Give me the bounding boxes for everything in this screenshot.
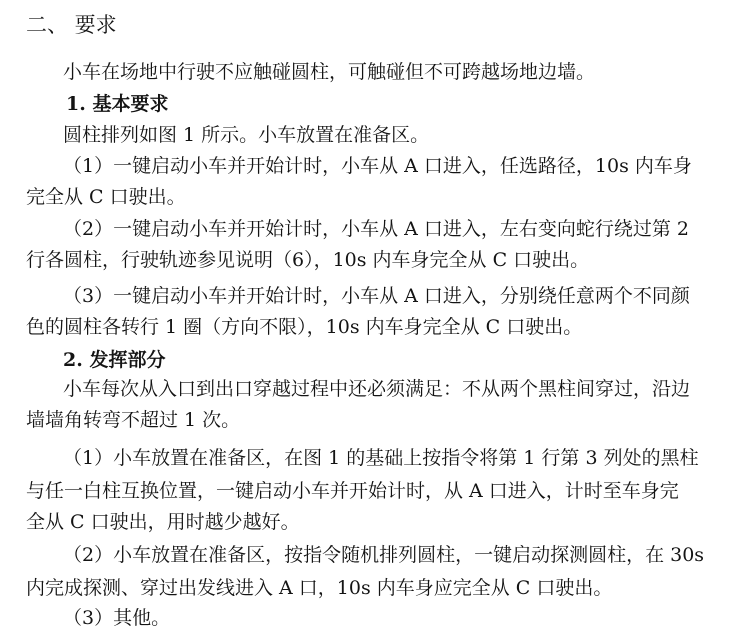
advanced-part-heading: 2. 发挥部分 (63, 349, 166, 371)
basic-item-2-line-2: 行各圆柱，行驶轨迹参见说明（6），10s 内车身完全从 C 口驶出。 (26, 249, 590, 271)
advanced-item-1-line-2: 与任一白柱互换位置，一键启动小车并开始计时，从 A 口进入，计时至车身完 (26, 480, 679, 502)
advanced-item-2-line-2: 内完成探测、穿过出发线进入 A 口，10s 内车身应完全从 C 口驶出。 (26, 577, 613, 599)
section-heading: 二、 要求 (26, 13, 117, 37)
advanced-intro-line-1: 小车每次从入口到出口穿越过程中还必须满足：不从两个黑柱间穿过，沿边 (63, 378, 691, 400)
advanced-item-2-line-1: （2）小车放置在准备区，按指令随机排列圆柱，一键启动探测圆柱，在 30s (63, 544, 705, 566)
advanced-item-1-line-1: （1）小车放置在准备区，在图 1 的基础上按指令将第 1 行第 3 列处的黑柱 (63, 447, 699, 469)
basic-requirements-heading: 1. 基本要求 (66, 93, 169, 115)
advanced-item-3: （3）其他。 (63, 607, 171, 629)
advanced-intro-line-2: 墙墙角转弯不超过 1 次。 (26, 409, 241, 431)
intro-paragraph: 小车在场地中行驶不应触碰圆柱，可触碰但不可跨越场地边墙。 (63, 61, 596, 83)
basic-item-1-line-2: 完全从 C 口驶出。 (26, 186, 186, 208)
advanced-item-1-line-3: 全从 C 口驶出，用时越少越好。 (26, 511, 300, 533)
basic-item-3-line-1: （3）一键启动小车并开始计时，小车从 A 口进入，分别绕任意两个不同颜 (63, 285, 690, 307)
basic-item-1-line-1: （1）一键启动小车并开始计时，小车从 A 口进入，任选路径，10s 内车身 (63, 155, 692, 177)
basic-item-2-line-1: （2）一键启动小车并开始计时，小车从 A 口进入，左右变向蛇行绕过第 2 (63, 218, 690, 240)
basic-item-3-line-2: 色的圆柱各转行 1 圈（方向不限），10s 内车身完全从 C 口驶出。 (26, 316, 583, 338)
basic-intro-paragraph: 圆柱排列如图 1 所示。小车放置在准备区。 (63, 124, 430, 146)
